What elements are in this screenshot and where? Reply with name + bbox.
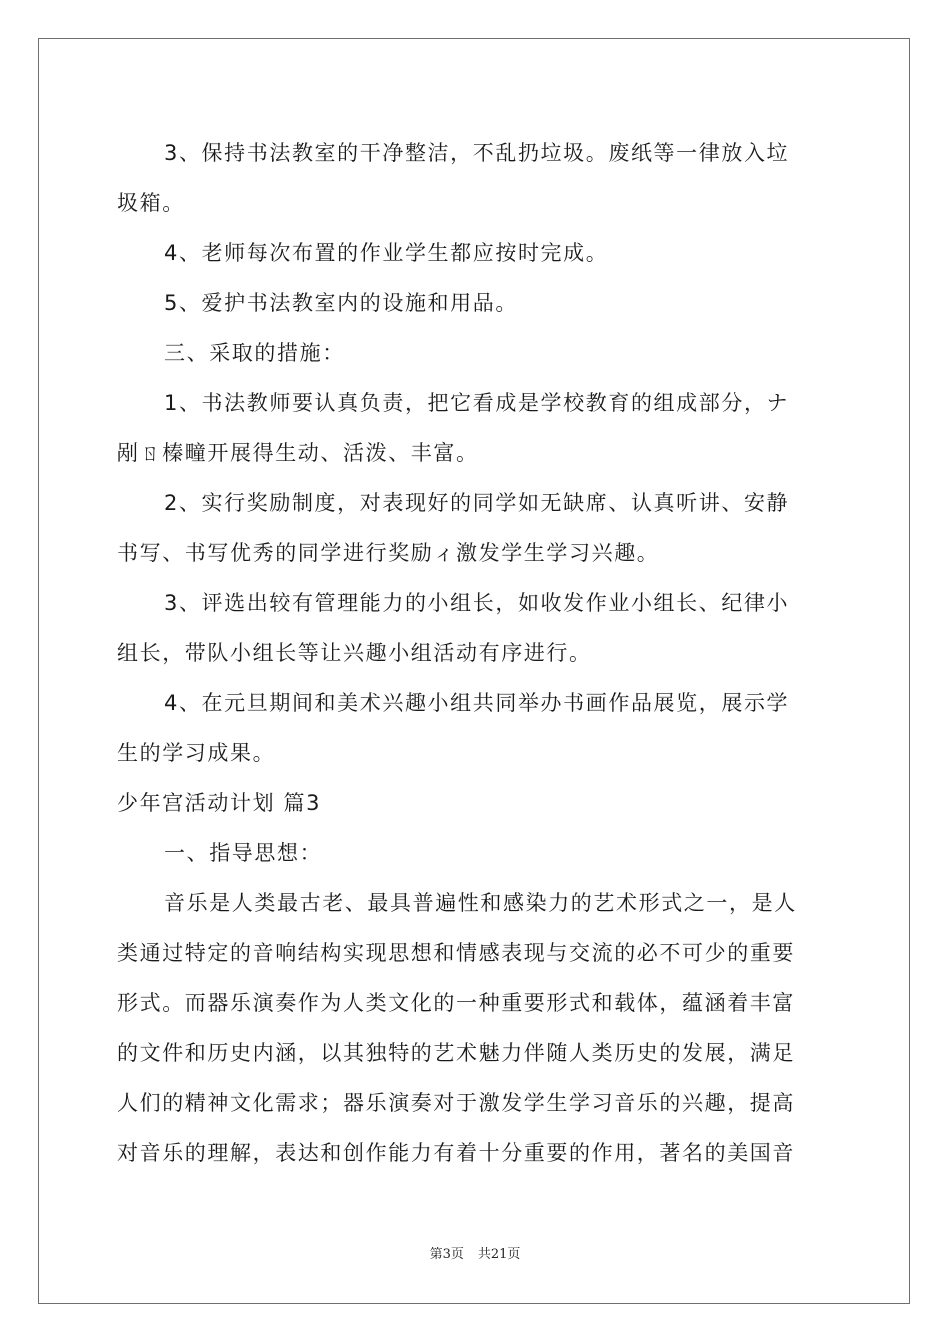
article-title: 少年宫活动计划 篇3: [117, 791, 322, 815]
text-line: 人们的精神文化需求；器乐演奏对于激发学生学习音乐的兴趣，提高: [117, 1091, 795, 1115]
text-line: 的文件和历史内涵，以其独特的艺术魅力伴随人类历史的发展，满足: [117, 1041, 795, 1065]
section-heading: 一、指导思想：: [164, 841, 323, 865]
text-line: 生的学习成果。: [117, 741, 276, 765]
text-line: 4、老师每次布置的作业学生都应按时完成。: [164, 241, 609, 265]
text-line: 3、保持书法教室的干净整洁，不乱扔垃圾。废纸等一律放入垃: [164, 141, 790, 165]
text-line: 3、评选出较有管理能力的小组长，如收发作业小组长、纪律小: [164, 591, 790, 615]
text-line: 类通过特定的音响结构实现思想和情感表现与交流的必不可少的重要: [117, 941, 795, 965]
text-line: 书写、书写优秀的同学进行奖励ィ激发学生学习兴趣。: [117, 541, 660, 565]
text-line: 形式。而器乐演奏作为人类文化的一种重要形式和载体，蕴涵着丰富: [117, 991, 795, 1015]
text-line: 对音乐的理解，表达和创作能力有着十分重要的作用，著名的美国音: [117, 1141, 795, 1165]
text-line: 2、实行奖励制度，对表现好的同学如无缺席、认真听讲、安静: [164, 491, 790, 515]
text-line: 圾箱。: [117, 191, 185, 215]
text-line: 5、爱护书法教室内的设施和用品。: [164, 291, 518, 315]
page-footer: [0, 1243, 950, 1262]
text-line: 4、在元旦期间和美术兴趣小组共同举办书画作品展览，展示学: [164, 691, 790, 715]
text-line: 组长，带队小组长等让兴趣小组活动有序进行。: [117, 641, 592, 665]
text-line: 剐ㄖ榛疃开展得生动、活泼、丰富。: [117, 441, 479, 465]
text-line: 音乐是人类最古老、最具普遍性和感染力的艺术形式之一，是人: [164, 891, 797, 915]
page-number: 第3页: [429, 1247, 464, 1262]
text-line: 1、书法教师要认真负责，把它看成是学校教育的组成部分，ナ: [164, 391, 790, 415]
page-total: 共21页: [477, 1247, 521, 1262]
section-heading: 三、采取的措施：: [164, 341, 345, 365]
